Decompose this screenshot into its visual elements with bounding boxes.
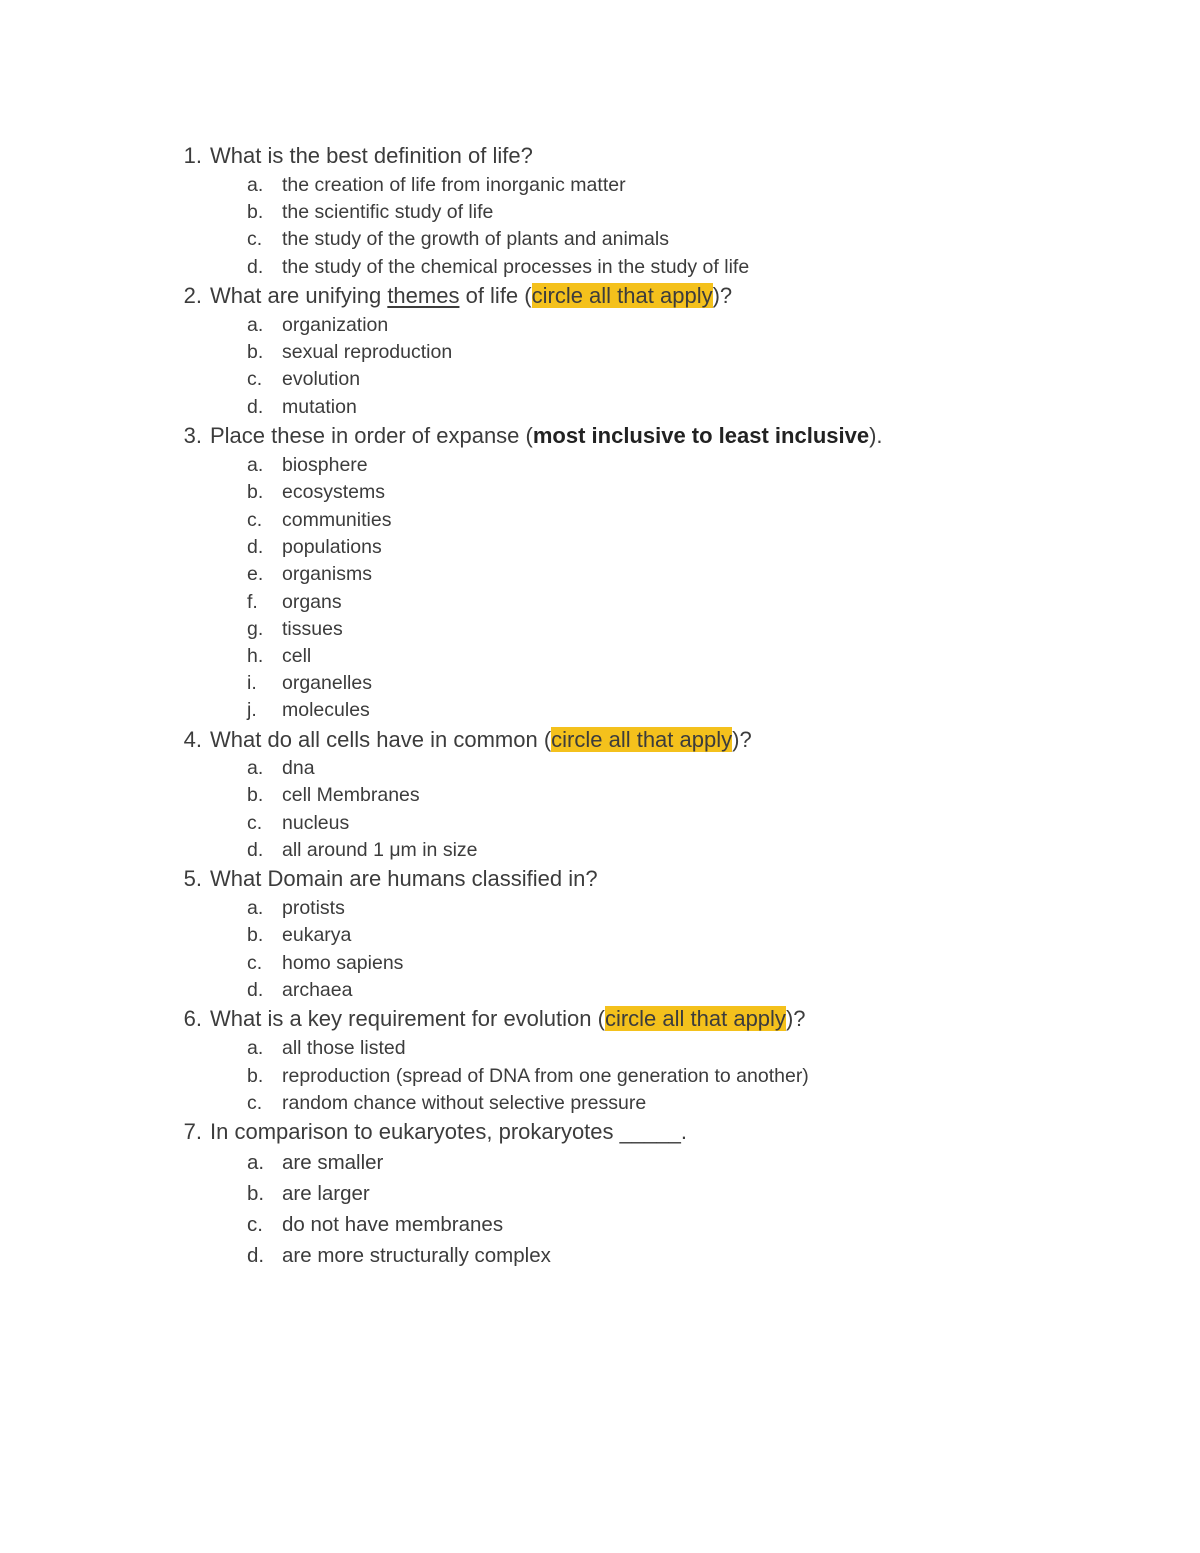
option-letter: c. bbox=[247, 1092, 263, 1114]
option-text: evolution bbox=[282, 368, 361, 390]
option-letter: a. bbox=[247, 314, 264, 336]
option-letter: a. bbox=[247, 897, 264, 919]
option-text: cell bbox=[282, 645, 312, 667]
option-letter: h. bbox=[247, 645, 264, 667]
option-text: organs bbox=[282, 591, 342, 613]
option-text: ecosystems bbox=[282, 481, 385, 503]
option-text: biosphere bbox=[282, 454, 368, 476]
option-text: organisms bbox=[282, 563, 372, 585]
option-text: communities bbox=[282, 509, 392, 531]
option-letter: b. bbox=[247, 1182, 265, 1205]
option-text: all those listed bbox=[282, 1037, 406, 1059]
underlined-term: themes bbox=[387, 283, 460, 308]
question-text bbox=[210, 727, 752, 753]
option-letter: d. bbox=[247, 1244, 265, 1267]
option-letter: d. bbox=[247, 256, 264, 278]
option-text: the creation of life from inorganic matter bbox=[282, 174, 626, 196]
bold-instruction: most inclusive to least inclusive bbox=[532, 423, 870, 448]
question-number: 4. bbox=[183, 727, 202, 752]
option-text: are larger bbox=[282, 1182, 370, 1205]
option-text: archaea bbox=[282, 979, 353, 1001]
question-text-part: )? bbox=[785, 1006, 806, 1031]
option-text: do not have membranes bbox=[282, 1213, 504, 1236]
question-text-part: Place these in order of expanse ( bbox=[210, 423, 533, 448]
option-letter: c. bbox=[247, 812, 263, 834]
option-text: tissues bbox=[282, 618, 343, 640]
highlighted-instruction: circle all that apply bbox=[604, 1006, 786, 1031]
option-text: reproduction (spread of DNA from one generation to another) bbox=[282, 1065, 809, 1087]
option-letter: a. bbox=[247, 757, 264, 779]
question-number: 1. bbox=[183, 143, 202, 168]
question-text bbox=[210, 1006, 806, 1032]
option-text: nucleus bbox=[282, 812, 350, 834]
option-letter: i. bbox=[247, 672, 257, 694]
question-text: In comparison to eukaryotes, prokaryotes _____. bbox=[210, 1119, 687, 1144]
option-text: homo sapiens bbox=[282, 952, 404, 974]
option-text: cell Membranes bbox=[282, 784, 420, 806]
option-text: eukarya bbox=[282, 924, 352, 946]
option-text: protists bbox=[282, 897, 345, 919]
option-letter: e. bbox=[247, 563, 264, 585]
question-number: 6. bbox=[183, 1006, 202, 1031]
question-text-part: What are unifying bbox=[210, 283, 388, 308]
option-letter: b. bbox=[247, 341, 264, 363]
option-text: organelles bbox=[282, 672, 372, 694]
question-text-part: ). bbox=[869, 423, 883, 448]
question-number: 3. bbox=[183, 423, 202, 448]
option-text: sexual reproduction bbox=[282, 341, 453, 363]
option-letter: b. bbox=[247, 784, 264, 806]
option-text: mutation bbox=[282, 396, 357, 418]
question-text-part: )? bbox=[732, 727, 752, 752]
option-text: populations bbox=[282, 536, 382, 558]
option-letter: a. bbox=[247, 1151, 265, 1174]
option-letter: b. bbox=[247, 201, 264, 223]
question-number: 2. bbox=[183, 283, 202, 308]
option-text: molecules bbox=[282, 699, 370, 721]
option-letter: c. bbox=[247, 1213, 263, 1236]
question-text-part: )? bbox=[712, 283, 733, 308]
option-text: dna bbox=[282, 757, 315, 779]
option-text: all around 1 μm in size bbox=[282, 839, 478, 861]
option-letter: b. bbox=[247, 924, 264, 946]
option-text: are smaller bbox=[282, 1151, 384, 1174]
question-text: What Domain are humans classified in? bbox=[210, 866, 598, 891]
option-letter: a. bbox=[247, 1037, 264, 1059]
question-text: What is the best definition of life? bbox=[210, 143, 533, 168]
option-letter: d. bbox=[247, 839, 264, 861]
question-number: 7. bbox=[183, 1119, 202, 1144]
question-text-part: of life ( bbox=[459, 283, 532, 308]
option-letter: a. bbox=[247, 174, 264, 196]
option-letter: a. bbox=[247, 454, 264, 476]
option-letter: c. bbox=[247, 368, 263, 390]
option-letter: d. bbox=[247, 536, 264, 558]
option-letter: c. bbox=[247, 952, 263, 974]
option-letter: c. bbox=[247, 509, 263, 531]
option-text: the scientific study of life bbox=[282, 201, 494, 223]
option-text: are more structurally complex bbox=[282, 1244, 551, 1267]
highlighted-instruction: circle all that apply bbox=[551, 727, 733, 752]
question-text-part: What do all cells have in common ( bbox=[210, 727, 552, 752]
option-letter: d. bbox=[247, 396, 264, 418]
option-text: organization bbox=[282, 314, 389, 336]
highlighted-instruction: circle all that apply bbox=[531, 283, 713, 308]
question-text bbox=[210, 423, 883, 449]
option-letter: j. bbox=[247, 699, 257, 721]
option-letter: g. bbox=[247, 618, 264, 640]
option-letter: b. bbox=[247, 481, 264, 503]
question-number: 5. bbox=[183, 866, 202, 891]
question-text-part: What is a key requirement for evolution ( bbox=[210, 1006, 605, 1031]
option-text: the study of the growth of plants and animals bbox=[282, 228, 669, 250]
option-letter: d. bbox=[247, 979, 264, 1001]
option-text: the study of the chemical processes in the study of life bbox=[282, 256, 750, 278]
option-text: random chance without selective pressure bbox=[282, 1092, 647, 1114]
question-text bbox=[210, 283, 732, 309]
option-letter: f. bbox=[247, 591, 258, 613]
option-letter: c. bbox=[247, 228, 263, 250]
option-letter: b. bbox=[247, 1065, 264, 1087]
